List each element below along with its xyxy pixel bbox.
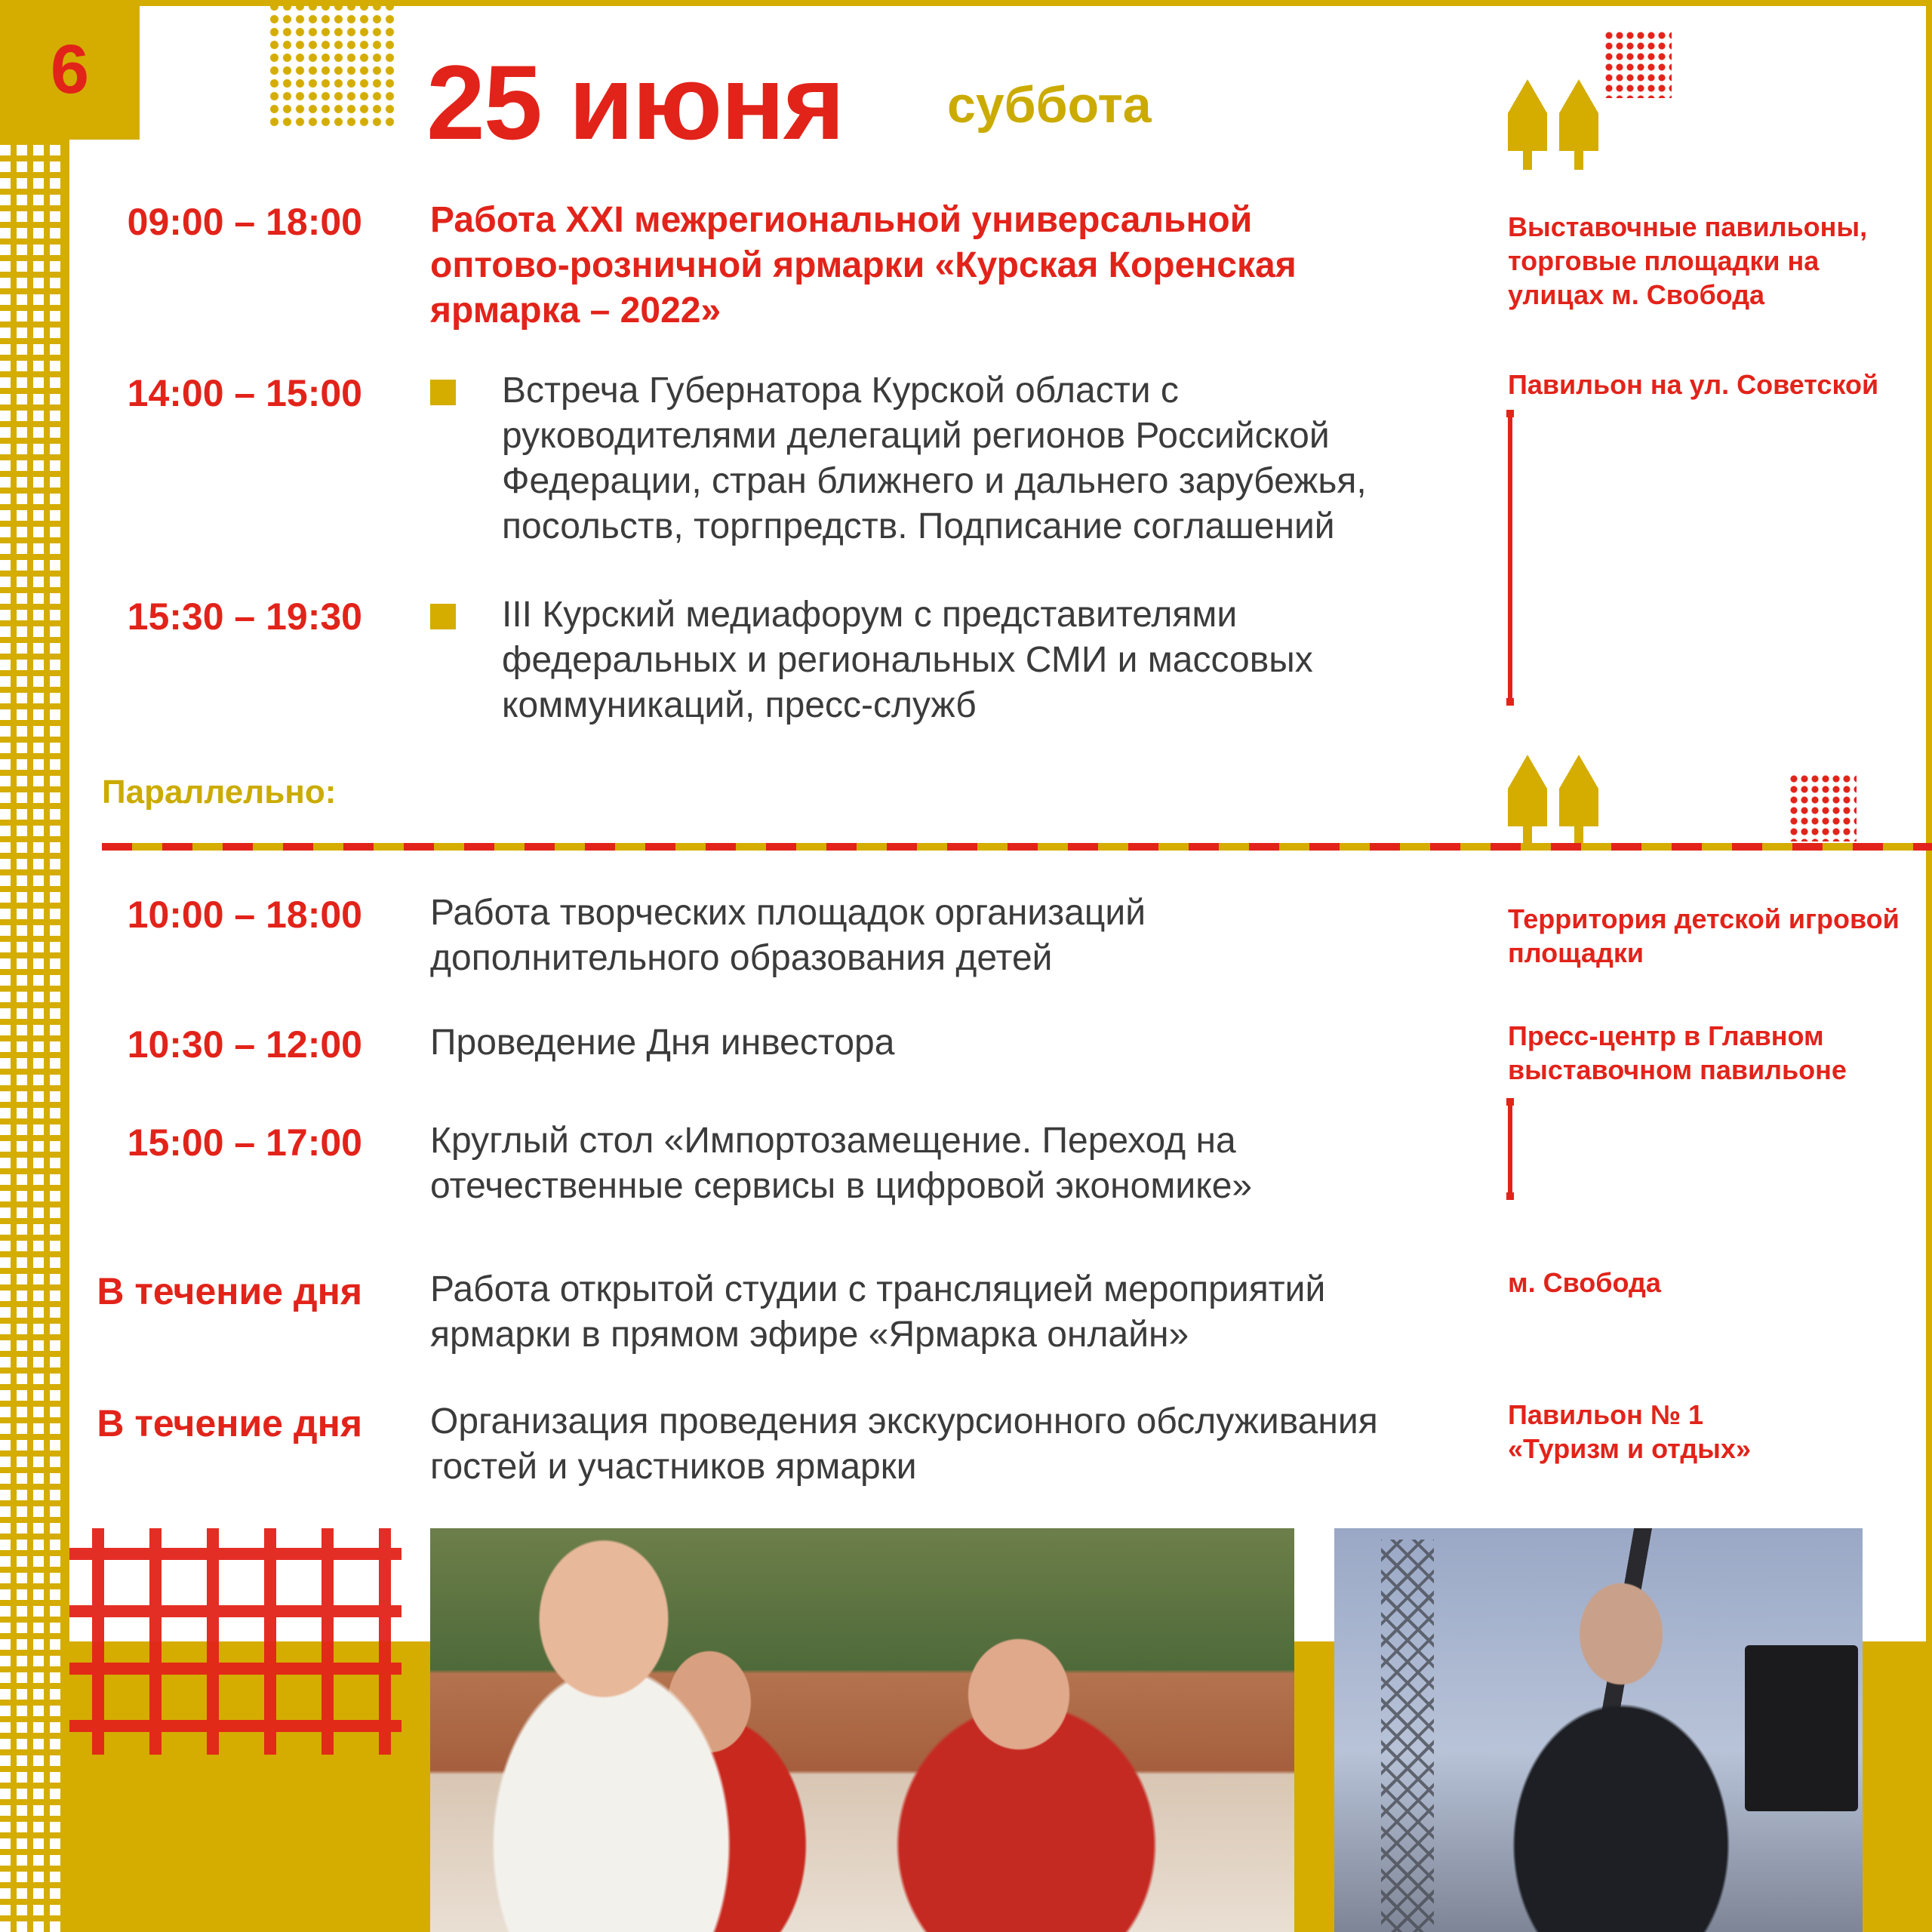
time-6: 15:00 – 17:00 (127, 1121, 362, 1164)
parallel-label: Параллельно: (102, 774, 337, 811)
event-1: Работа XXI межрегиональной универсальной оптово-розничной ярмарки «Курская Коренская ярмарка – 2022» (430, 200, 1297, 331)
time-5: 10:30 – 12:00 (127, 1023, 362, 1066)
section-divider (102, 843, 1932, 851)
time-4: 10:00 – 18:00 (127, 894, 362, 936)
tree-ornament-icon (1508, 79, 1598, 170)
time-8: В течение дня (97, 1402, 362, 1444)
speaker-icon (1745, 1645, 1858, 1811)
event-2: Встреча Губернатора Курской области с руководителями делегаций регионов Российской Федерации, стран ближнего и дальнего зарубежья, посольств, торгпредств. Подписание соглашений (502, 371, 1367, 546)
location-4: Территория детской игровой площадки (1508, 903, 1900, 968)
bullet-icon (430, 380, 456, 405)
stage-truss (1381, 1540, 1434, 1932)
weekday: суббота (947, 76, 1152, 134)
location-span-bar (1508, 1098, 1512, 1200)
deer-ornament-icon (1789, 774, 1857, 841)
time-1: 09:00 – 18:00 (127, 201, 362, 243)
location-8: Павильон № 1 «Туризм и отдых» (1508, 1399, 1751, 1464)
event-5: Проведение Дня инвестора (430, 1023, 895, 1063)
location-span-bar (1508, 410, 1512, 706)
tree-ornament-icon (1508, 755, 1598, 845)
location-5: Пресс-центр в Главном выставочном павильоне (1508, 1020, 1847, 1085)
top-border (140, 0, 1932, 6)
page-number: 6 (50, 31, 90, 108)
location-2: Павильон на ул. Советской (1508, 369, 1879, 400)
time-2: 14:00 – 15:00 (127, 372, 362, 414)
red-snowflake-ornament-icon (1604, 30, 1672, 98)
embroidery-ornament (69, 1528, 401, 1755)
bullet-icon (430, 604, 456, 629)
event-3: III Курский медиафорум с представителями федеральных и региональных СМИ и массовых коммуникаций, пресс-служб (502, 595, 1313, 725)
event-4: Работа творческих площадок организаций дополнительного образования детей (430, 893, 1146, 978)
location-1: Выставочные павильоны, торговые площадки на улицах м. Свобода (1508, 211, 1868, 310)
snowflake-ornament-icon (268, 0, 396, 128)
fair-craftsmen-photo (430, 1528, 1294, 1932)
location-7: м. Свобода (1508, 1267, 1661, 1298)
time-7: В течение дня (97, 1270, 362, 1312)
event-8: Организация проведения экскурсионного обслуживания гостей и участников ярмарки (430, 1401, 1378, 1487)
event-6: Круглый стол «Импортозамещение. Переход на отечественные сервисы в цифровой экономике» (430, 1121, 1253, 1206)
page-title-date: 25 июня (426, 43, 844, 162)
event-7: Работа открытой студии с трансляцией мероприятий ярмарки в прямом эфире «Ярмарка онлайн» (430, 1269, 1326, 1355)
time-3: 15:30 – 19:30 (127, 595, 362, 638)
